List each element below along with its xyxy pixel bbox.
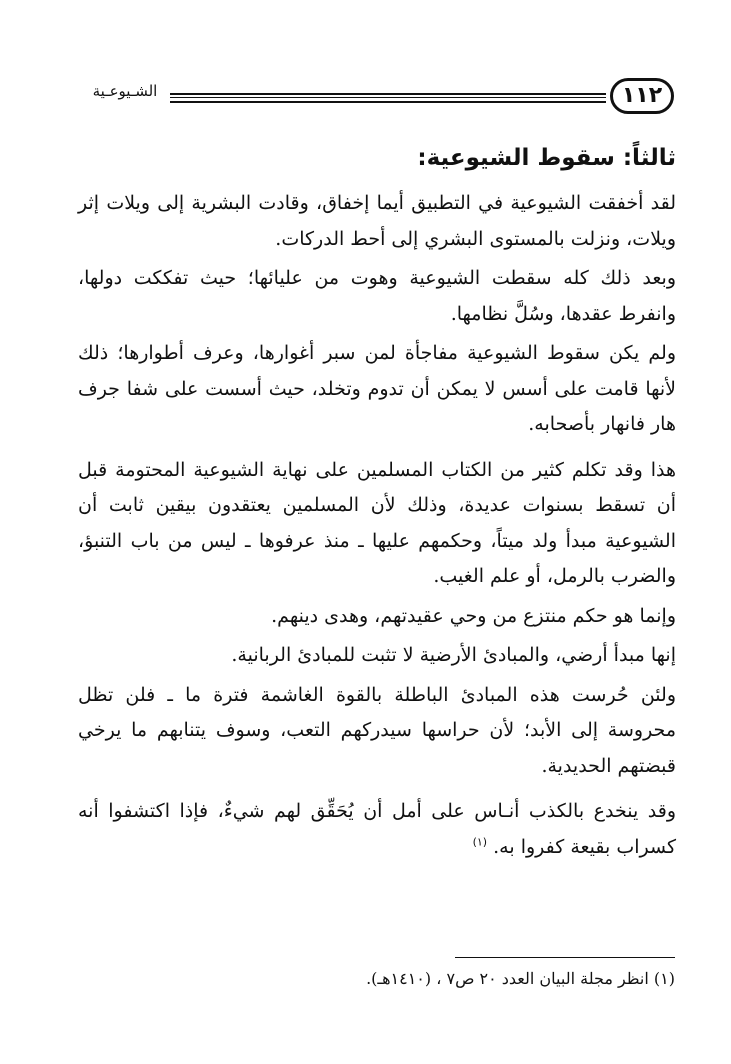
- page-number: ١١٢: [610, 78, 674, 114]
- paragraph-text: وقد ينخدع بالكذب أنـاس على أمل أن يُحَقِّق لهم شيءٌ، فإذا اكتشفوا أنه كسراب بقيعة كفروا به.: [78, 800, 676, 858]
- paragraph: إنها مبدأ أرضي، والمبادئ الأرضية لا تثبت للمبادئ الربانية.: [231, 644, 676, 666]
- header-divider: [170, 93, 606, 103]
- paragraph-with-footnote: [78, 794, 676, 865]
- paragraph: وإنما هو حكم منتزع من وحي عقيدتهم، وهدى دينهم.: [271, 604, 676, 627]
- footnote: (١) انظر مجلة البيان العدد ٢٠ ص٧ ، (١٤١٠هـ).: [366, 969, 675, 988]
- running-title: الشـيوعـية: [92, 82, 158, 100]
- main-text: [78, 140, 676, 875]
- paragraph: لقد أخفقت الشيوعية في التطبيق أيما إخفاق، وقادت البشرية إلى ويلات إثر ويلات، ونزلت بالمستوى البشري إلى أحط الدركات.: [78, 192, 676, 250]
- section-title: ثالثاً: سقوط الشيوعية:: [417, 145, 676, 171]
- paragraph: هذا وقد تكلم كثير من الكتاب المسلمين على نهاية الشيوعية المحتومة قبل أن تسقط بسنوات عديدة، وذلك لأن المسلمين يعتقدون بيقين ثابت أن الشيوعية مبدأ ولد ميتاً، وحكمهم عليها ـ منذ عرفوها ـ ليس من باب التنبؤ، والضرب بالرمل، أو علم الغيب.: [78, 458, 676, 587]
- paragraph: ولئن حُرست هذه المبادئ الباطلة بالقوة الغاشمة فترة ما ـ فلن تظل محروسة إلى الأبد؛ لأن حراسها سيدركهم التعب، وسوف يتنابهم ما يرخي قبضتهم الحديدية.: [78, 683, 676, 777]
- paragraph: وبعد ذلك كله سقطت الشيوعية وهوت من عليائها؛ حيث تفككت دولها، وانفرط عقدها، وسُلَّ نظامها.: [78, 267, 676, 325]
- footnote-reference[interactable]: (١): [472, 835, 488, 849]
- running-header: [82, 78, 674, 118]
- footnote-divider: [455, 957, 675, 958]
- paragraph: ولم يكن سقوط الشيوعية مفاجأة لمن سبر أغوارها، وعرف أطوارها؛ ذلك لأنها قامت على أسس لا يمكن أن تدوم وتخلد، حيث أسست على شفا جرف هار فانهار بأصحابه.: [78, 342, 677, 435]
